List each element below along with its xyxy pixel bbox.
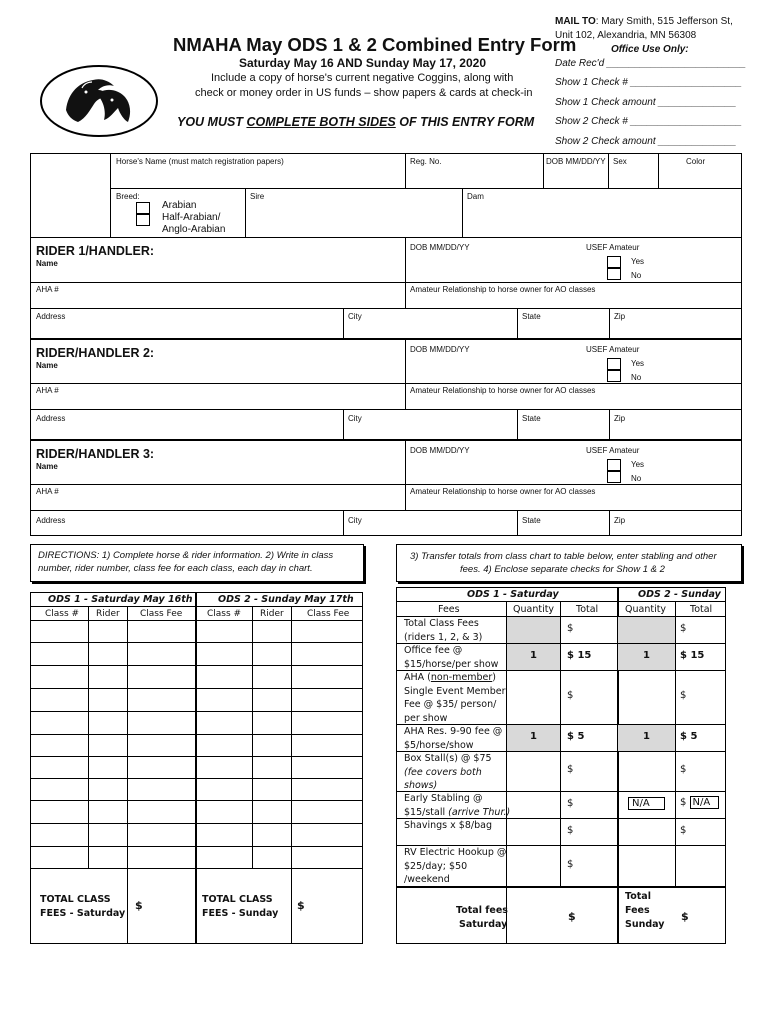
rider-2-aha-field[interactable]: AHA # — [36, 386, 59, 395]
rider-1-usef-no-label: No — [631, 271, 642, 280]
fee-row-label-line: Fee @ $35/ person/ — [404, 699, 497, 710]
rider-3-title: RIDER/HANDLER 3: — [36, 447, 155, 461]
fee-sun-total[interactable]: $ 5 — [680, 730, 698, 742]
fee-sat-total[interactable]: $ — [567, 797, 574, 809]
fee-sat-total[interactable]: $ 5 — [567, 730, 585, 742]
rider-2-usef-no-checkbox[interactable] — [607, 370, 621, 382]
breed-label: Breed: — [116, 192, 140, 201]
fee-sun-qty[interactable]: 1 — [643, 730, 650, 742]
fee-sun-qty[interactable]: 1 — [643, 649, 650, 661]
fee-qty-shade — [507, 617, 560, 643]
rider-2-name-field[interactable]: Name — [36, 361, 58, 370]
total-class-fees-sun-value[interactable]: $ — [297, 899, 305, 912]
fee-sat-total[interactable]: $ — [567, 622, 574, 634]
fee-sun-total[interactable]: $ — [680, 690, 687, 701]
rider-1-name-field[interactable]: Name — [36, 259, 58, 268]
class-chart-row-line — [30, 778, 363, 779]
directions-left-line1: DIRECTIONS: 1) Complete horse & rider information. 2) Write in class — [38, 550, 334, 561]
class-chart-sun-title: ODS 2 - Sunday May 17th — [218, 594, 354, 605]
rider-1-dob-field[interactable]: DOB MM/DD/YY — [410, 243, 470, 252]
class-chart-row-line — [30, 711, 363, 712]
show-dates: Saturday May 16 AND Sunday May 17, 2020 — [239, 56, 486, 70]
rider-2-amateur-relationship-field[interactable]: Amateur Relationship to horse owner for AO classes — [410, 386, 596, 395]
show1-amount-field[interactable]: Show 1 Check amount ______________ — [555, 97, 737, 108]
fee-sat-total[interactable]: $ 15 — [567, 649, 592, 661]
rider-1-usef-yes-checkbox[interactable] — [607, 256, 621, 268]
rider-3-usef-label: USEF Amateur — [586, 446, 640, 455]
fees-col-sun-total: Total — [690, 604, 713, 615]
total-fees-sun-line1: Total — [625, 891, 651, 902]
fee-row-label — [404, 671, 506, 725]
fee-sun-total[interactable]: $ N/A — [680, 797, 719, 808]
total-fees-sun-value[interactable]: $ — [681, 910, 689, 923]
rider-3-address-field[interactable]: Address — [36, 516, 66, 525]
fee-row-label-line: Office fee @ — [404, 645, 463, 656]
complete-both-sides-warning — [177, 115, 534, 129]
fee-sun-total[interactable]: $ 15 — [680, 649, 705, 661]
rider-1-usef-yes-label: Yes — [631, 257, 645, 266]
rider-3-zip-field[interactable]: Zip — [614, 516, 626, 525]
fee-row-label-line: RV Electric Hookup @ — [404, 847, 507, 858]
sun-col-class: Class # — [207, 609, 242, 619]
fees-col-sun-qty: Quantity — [625, 604, 667, 615]
rider-1-title: RIDER 1/HANDLER: — [36, 244, 155, 258]
show1-check-field[interactable]: Show 1 Check # ____________________ — [555, 77, 742, 88]
horse-sex-field[interactable]: Sex — [613, 157, 627, 166]
fee-sat-total[interactable]: $ — [567, 764, 574, 775]
rider-2-city-field[interactable]: City — [348, 414, 362, 423]
rider-1-aha-field[interactable]: AHA # — [36, 285, 59, 294]
mail-to-label: MAIL TO — [555, 16, 596, 27]
class-chart-row-line — [30, 846, 363, 847]
fee-row-label-line: Single Event Member — [404, 685, 506, 697]
fee-row-label-line: $5/horse/show — [404, 739, 474, 751]
class-chart-row-line — [30, 665, 363, 666]
fee-row-label-line: $25/day; $50 — [404, 860, 468, 872]
sat-col-fee: Class Fee — [140, 609, 183, 619]
mail-to — [555, 16, 733, 27]
fee-row-label — [404, 725, 502, 752]
rider-2-usef-yes-checkbox[interactable] — [607, 358, 621, 370]
rider-1-state-field[interactable]: State — [522, 312, 541, 321]
rider-1-usef-no-checkbox[interactable] — [607, 268, 621, 280]
total-class-fees-sat-line1: TOTAL CLASS — [40, 894, 111, 905]
date-received-field[interactable]: Date Rec'd _________________________ — [555, 58, 746, 69]
rider-2-zip-field[interactable]: Zip — [614, 414, 626, 423]
sun-col-fee: Class Fee — [307, 609, 350, 619]
rider-1-address-field[interactable]: Address — [36, 312, 66, 321]
breed-half-arabian-label: Half-Arabian/ — [162, 212, 221, 223]
rider-3-aha-field[interactable]: AHA # — [36, 487, 59, 496]
fees-col-sat-total: Total — [576, 604, 599, 615]
form-title: NMAHA May ODS 1 & 2 Combined Entry Form — [173, 34, 577, 55]
rider-2-usef-no-label: No — [631, 373, 642, 382]
rider-3-state-field[interactable]: State — [522, 516, 541, 525]
breed-arabian-checkbox[interactable] — [136, 202, 150, 214]
breed-anglo-arabian-label: Anglo-Arabian — [162, 224, 226, 235]
class-chart-row-line — [30, 734, 363, 735]
fee-row-label — [404, 819, 492, 833]
rider-1-amateur-relationship-field[interactable]: Amateur Relationship to horse owner for AO classes — [410, 285, 596, 294]
rider-3-amateur-relationship-field[interactable]: Amateur Relationship to horse owner for AO classes — [410, 487, 596, 496]
fee-row-label-line: Total Class Fees — [404, 618, 479, 629]
fee-sun-total[interactable]: $ — [680, 622, 687, 634]
fee-sun-qty[interactable]: N/A — [628, 797, 665, 810]
rider-1-city-field[interactable]: City — [348, 312, 362, 321]
mail-to-line2: Unit 102, Alexandria, MN 56308 — [555, 30, 697, 41]
fee-sun-total[interactable]: $ — [680, 824, 687, 836]
directions-right-line2: fees. 4) Enclose separate checks for Show 1 & 2 — [460, 564, 665, 575]
rider-2-title: RIDER/HANDLER 2: — [36, 346, 155, 360]
total-fees-sun-line3: Sunday — [625, 919, 665, 930]
horse-color-field[interactable]: Color — [686, 157, 706, 166]
fee-row-label-line: AHA Res. 9-90 fee @ — [404, 726, 503, 737]
show2-amount-field[interactable]: Show 2 Check amount ______________ — [555, 136, 737, 147]
rider-1-usef-label: USEF Amateur — [586, 243, 640, 252]
total-fees-sat-line1: Total fees — [456, 905, 508, 916]
fee-row-label-line: shows) — [404, 780, 438, 791]
fee-row-label-line: Early Stabling @ — [404, 793, 483, 804]
rider-3-usef-no-checkbox[interactable] — [607, 471, 621, 483]
fees-sat-title: ODS 1 - Saturday — [467, 589, 559, 600]
breed-arabian-label: Arabian — [162, 200, 197, 211]
rider-2-address-field[interactable]: Address — [36, 414, 66, 423]
fee-row-label-line: $15/horse/per show — [404, 658, 499, 670]
payment-instruction: check or money order in US funds – show papers & cards at check-in — [195, 87, 533, 99]
total-fees-sat-value[interactable]: $ — [568, 910, 576, 923]
fee-qty-shade — [618, 617, 675, 643]
fee-row-label-line: (riders 1, 2, & 3) — [404, 631, 483, 643]
rider-3-usef-no-label: No — [631, 474, 642, 483]
fee-row-label-line: /weekend — [404, 874, 450, 885]
fee-row-label-line: Shavings x $8/bag — [404, 820, 492, 831]
directions-left-line2: number, rider number, class fee for each class, each day in chart. — [38, 563, 313, 574]
fee-row-label-line: AHA (non-member) — [404, 672, 497, 683]
class-chart-row-line — [30, 800, 363, 801]
sun-col-rider: Rider — [260, 609, 284, 619]
fee-row-label — [404, 792, 510, 819]
fees-sun-title: ODS 2 - Sunday — [638, 589, 721, 600]
warning-suffix: OF THIS ENTRY FORM — [395, 115, 535, 129]
rider-2-usef-label: USEF Amateur — [586, 345, 640, 354]
total-class-fees-sun-line2: FEES - Sunday — [202, 908, 279, 919]
class-chart-row-line — [30, 688, 363, 689]
fee-row-label — [404, 846, 506, 887]
total-class-fees-sun-line1: TOTAL CLASS — [202, 894, 273, 905]
fee-row-label-line: per show — [404, 712, 448, 724]
class-chart-row-line — [30, 823, 363, 824]
breed-half-arabian-checkbox[interactable] — [136, 214, 150, 226]
fee-row-label-line: Box Stall(s) @ $75 — [404, 753, 492, 764]
total-class-fees-sat-line2: FEES - Saturday — [40, 908, 126, 919]
fee-sun-total[interactable]: $ — [680, 764, 687, 775]
rider-3-usef-yes-label: Yes — [631, 460, 645, 469]
show2-check-field[interactable]: Show 2 Check # ____________________ — [555, 116, 742, 127]
fee-row-label-line: $15/stall (arrive Thur.) — [404, 806, 511, 818]
fee-row-label — [404, 752, 492, 793]
rider-3-city-field[interactable]: City — [348, 516, 362, 525]
warning-prefix: YOU MUST — [177, 115, 247, 129]
class-chart-sat-title: ODS 1 - Saturday May 16th — [48, 594, 193, 605]
rider-2-dob-field[interactable]: DOB MM/DD/YY — [410, 345, 470, 354]
total-class-fees-sat-value[interactable]: $ — [135, 899, 143, 912]
fee-sat-total[interactable]: $ — [567, 690, 574, 701]
rider-2-state-field[interactable]: State — [522, 414, 541, 423]
class-chart-row-line — [30, 642, 363, 643]
fee-row-label-line: (fee covers both — [404, 766, 482, 778]
directions-right-line1: 3) Transfer totals from class chart to table below, enter stabling and other — [410, 551, 717, 562]
horse-name-field[interactable]: Horse's Name (must match registration papers) — [116, 157, 284, 166]
coggins-instruction: Include a copy of horse's current negative Coggins, along with — [211, 72, 514, 84]
rider-2-usef-yes-label: Yes — [631, 359, 645, 368]
fee-row-label — [404, 644, 498, 671]
horse-dob-field[interactable]: DOB MM/DD/YY — [546, 157, 606, 166]
fee-sat-total[interactable]: $ — [567, 858, 574, 870]
office-use-label: Office Use Only: — [611, 44, 689, 55]
fees-col-sat-qty: Quantity — [513, 604, 555, 615]
rider-3-name-field[interactable]: Name — [36, 462, 58, 471]
warning-underlined: COMPLETE BOTH SIDES — [246, 115, 396, 129]
sat-col-rider: Rider — [96, 609, 120, 619]
directions-right-box — [396, 544, 742, 582]
sire-field[interactable]: Sire — [250, 192, 265, 201]
fee-sat-qty[interactable]: 1 — [530, 649, 537, 661]
total-fees-sun-line2: Fees — [625, 905, 650, 916]
nmaha-logo — [38, 62, 160, 140]
fee-sat-total[interactable]: $ — [567, 824, 574, 836]
reg-no-field[interactable]: Reg. No. — [410, 157, 442, 166]
rider-3-usef-yes-checkbox[interactable] — [607, 459, 621, 471]
mail-to-line1: : Mary Smith, 515 Jefferson St, — [595, 16, 733, 27]
fees-col-fees: Fees — [438, 604, 460, 615]
fee-sat-qty[interactable]: 1 — [530, 730, 537, 742]
sat-col-class: Class # — [45, 609, 80, 619]
rider-3-dob-field[interactable]: DOB MM/DD/YY — [410, 446, 470, 455]
fee-row-label — [404, 617, 482, 644]
dam-field[interactable]: Dam — [467, 192, 484, 201]
rider-1-zip-field[interactable]: Zip — [614, 312, 626, 321]
class-chart-row-line — [30, 756, 363, 757]
total-fees-sat-line2: Saturday — [459, 919, 508, 930]
